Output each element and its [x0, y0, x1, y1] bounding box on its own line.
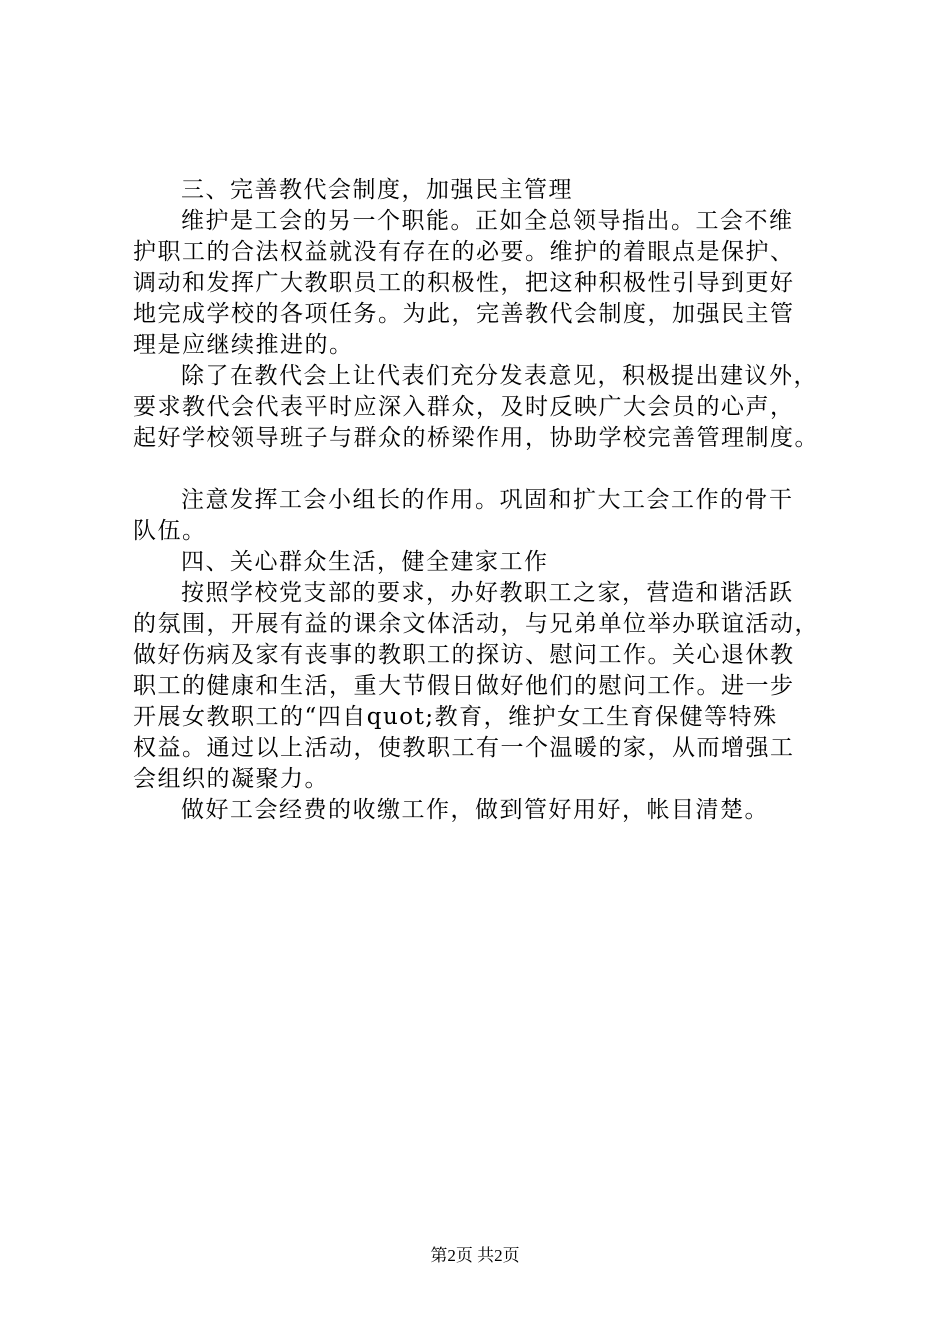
paragraph-line: 地完成学校的各项任务。为此，完善教代会制度，加强民主管 [133, 301, 795, 327]
page-number-footer: 第2页 共2页 [430, 1246, 520, 1265]
paragraph-line: 做好工会经费的收缴工作，做到管好用好，帐目清楚。 [181, 797, 769, 823]
paragraph-line: 要求教代会代表平时应深入群众，及时反映广大会员的心声， [133, 394, 795, 420]
paragraph-line: 除了在教代会上让代表们充分发表意见，积极提出建议外， [181, 363, 818, 389]
paragraph-gap [133, 454, 853, 485]
section-heading: 四、关心群众生活，健全建家工作 [181, 549, 549, 575]
paragraph-line: 维护是工会的另一个职能。正如全总领导指出。工会不维 [181, 208, 794, 234]
paragraph-line: 权益。通过以上活动，使教职工有一个温暖的家，从而增强工 [133, 735, 795, 761]
paragraph-line: 理是应继续推进的。 [133, 332, 354, 358]
document-body [133, 175, 853, 826]
paragraph-line: 职工的健康和生活，重大节假日做好他们的慰问工作。进一步 [133, 673, 795, 699]
paragraph-line: 做好伤病及家有丧事的教职工的探访、慰问工作。关心退休教 [133, 642, 795, 668]
paragraph-line: 注意发挥工会小组长的作用。巩固和扩大工会工作的骨干 [181, 487, 794, 513]
paragraph-line: 的氛围，开展有益的课余文体活动，与兄弟单位举办联谊活动， [133, 611, 819, 637]
section-heading: 三、完善教代会制度，加强民主管理 [181, 177, 573, 203]
paragraph-line: 会组织的凝聚力。 [133, 766, 329, 792]
paragraph-line: 起好学校领导班子与群众的桥梁作用，协助学校完善管理制度。 [133, 425, 819, 451]
paragraph-line: 队伍。 [133, 518, 207, 544]
paragraph-line: 开展女教职工的“四自quot;教育，维护女工生育保健等特殊 [133, 704, 778, 730]
paragraph-line: 调动和发挥广大教职员工的积极性，把这种积极性引导到更好 [133, 270, 795, 296]
paragraph-line: 护职工的合法权益就没有存在的必要。维护的着眼点是保护、 [133, 239, 795, 265]
paragraph-line: 按照学校党支部的要求，办好教职工之家，营造和谐活跃 [181, 580, 794, 606]
